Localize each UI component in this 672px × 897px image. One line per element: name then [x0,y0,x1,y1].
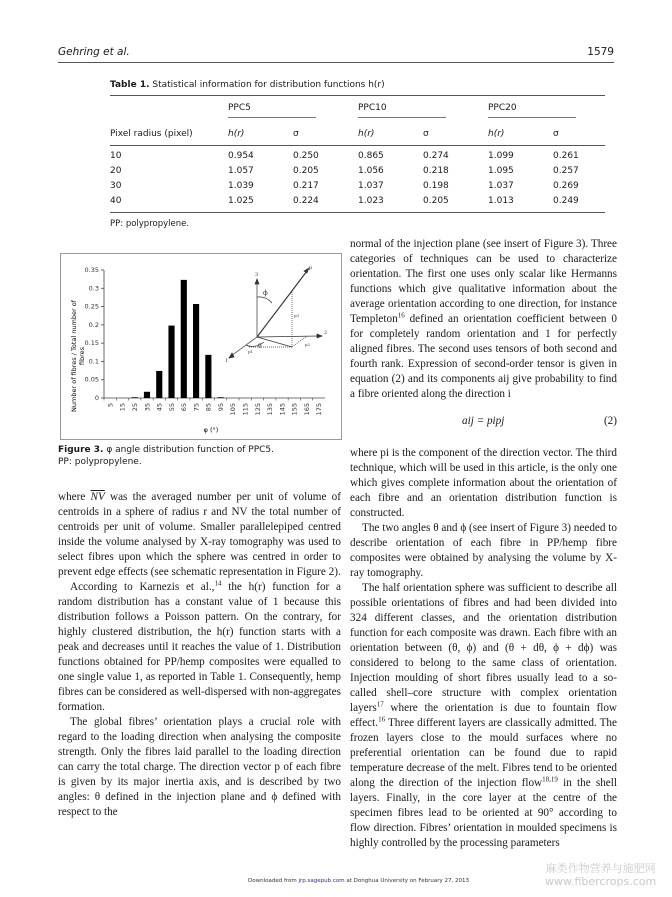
x-tick-label: 175 [315,403,324,416]
cell: 0.269 [553,181,579,191]
row-header: Pixel radius (pixel) [110,129,193,139]
cell: 0.205 [423,196,449,206]
table-row [110,149,605,164]
svg-text:0.35: 0.35 [84,266,99,274]
svg-text:0: 0 [94,394,99,402]
svg-text:0.25: 0.25 [84,302,99,311]
text-run: According to Karnezis et al., [70,581,215,593]
citation-ref: 14 [214,579,222,588]
right-column [350,237,617,851]
sub-header: h(r) [358,129,375,139]
text-run: normal of the injection plane (see insert of Figure 3). Three categories of techniques can be used to characterize orientation. The first one uses only scalar like Hermanns functions which give qualitative information about the average orientation according to one direction, for instance Templeton [350,238,617,325]
svg-text:0.05: 0.05 [84,375,99,384]
cell: 0.257 [553,166,579,176]
svg-text:0.15: 0.15 [84,339,99,348]
group-ppc5: PPC5 [228,103,251,113]
axis-3-label: 3 [255,272,259,278]
x-tick-label: 15 [118,403,127,412]
p2-label: p2 [305,342,311,347]
cell: 0.261 [553,151,579,161]
cell: 20 [110,166,122,176]
table-note: PP: polypropylene. [110,219,190,229]
sub-header: h(r) [488,129,505,139]
phi-angle-label: ϕ [263,289,268,297]
table-1 [110,80,605,229]
svg-text:0.1: 0.1 [88,357,99,366]
cell: 0.249 [553,196,579,206]
cell: 0.865 [358,151,384,161]
citation-ref: 17 [376,700,384,709]
bar-25 [132,397,138,398]
cell: 1.095 [488,166,514,176]
x-tick-label: 105 [229,403,238,416]
text-run: The half orientation sphere was sufficient to describe all possible orientations of fibres and had been divided into 324 different classes, and the orientation distribution function for each composite was drawn. Each fibre with an orientation between (θ, ϕ) and (θ + dθ, ϕ + dϕ) was considered to belong to the same class of orientation. Injection moulding of short fibres usually lead to a so-called shell–core structure with complex orientation layers [350,582,617,714]
y-axis-label-line2: fibres [78,346,86,366]
equation-number: (2) [603,415,617,427]
watermark-line1: 麻类作物营养与施肥网 [545,862,656,875]
paragraph: The global fibres’ orientation plays a crucial role with regard to the loading direction when analysing the composite strength. Only the fibres laid parallel to the loading direction can carry the total charge. The direction vector p of each fibre is given by its major inertia axis, and is described by two angles: θ defined in the injection plane and ϕ defined with respect to the [58,716,341,818]
x-tick-label: 25 [130,403,139,412]
cell: 0.274 [423,151,449,161]
citation-ref: 16 [378,715,386,724]
y-axis-label: Number of fibres / Total number of [70,300,78,412]
x-tick-label: 125 [253,403,262,416]
x-tick-label: 85 [204,403,213,412]
table-row [110,164,605,179]
table-row [110,179,605,194]
table-row [110,194,605,209]
table-sub-header [110,123,605,146]
figure-note: PP: polypropylene. [58,457,142,467]
figure-3-chart [60,253,342,440]
x-tick-label: 145 [278,403,287,416]
paragraph [350,581,617,851]
axis-2-label: 2 [324,330,328,336]
x-tick-label: 5 [106,403,115,408]
cell: 1.037 [358,181,384,191]
x-tick-label: 135 [266,403,275,416]
footer-link[interactable]: jrp.sagepub.com [298,878,345,884]
cell: 0.224 [293,196,319,206]
cell: 1.023 [358,196,384,206]
y-axis-ticks [85,266,104,402]
left-column [58,490,341,820]
watermark [545,862,656,888]
text-run: in the shell layers. Finally, in the core layer at the centre of the specimen fibres lead to be oriented at 90° according to flow direction. Fibres’ orientation in moulded specimens is highly controlled by the processing parameters [350,777,617,849]
running-head-author: Gehring et al. [58,46,130,58]
bar-35 [144,392,150,398]
cell: 1.025 [228,196,254,206]
footer-text: Downloaded from [248,878,299,884]
x-tick-label: 35 [143,403,152,412]
group-ppc10: PPC10 [358,103,387,113]
cell: 0.250 [293,151,319,161]
table-label: Table 1. [110,80,150,90]
text-run: where [58,491,91,503]
cell: 1.099 [488,151,514,161]
p3-label: p3 [294,313,300,318]
citation-ref: 18,19 [542,775,558,784]
cell: 10 [110,151,122,161]
text-run: Three different layers are classically admitted. The frozen layers close to the mould surfaces where no preferential orientation can be found due to rapid temperature decrease of the melt. Fibres tend to be oriented along the direction of the injection flow [350,717,617,789]
cell: 30 [110,181,122,191]
figure-caption [58,444,348,468]
p-vector-label: p [309,265,313,271]
cell: 1.056 [358,166,384,176]
axis-1-label: 1 [225,358,229,364]
paragraph [58,490,341,580]
x-tick-label: 115 [241,403,250,416]
text-run: was the averaged number per unit of volume of centroids in a sphere of radius r and NV the total number of centroids per unit of volume. Smaller parallelepiped centred inside the volume analysed by X-ray tomography was used to select fibres upon which the sphere was centred in order to prevent edge effects (see schematic representation in Figure 2). [58,491,341,578]
nv-bar-symbol: $\overline{NV}$ [90,491,105,503]
running-head [58,44,614,63]
bar-chart [61,254,341,439]
group-ppc20: PPC20 [488,103,517,113]
figure-label: Figure 3. [58,445,104,455]
figure-caption-text: φ angle distribution function of PPC5. [106,445,274,455]
sub-header: σ [423,129,429,139]
svg-text:0.2: 0.2 [88,320,99,329]
cell: 1.039 [228,181,254,191]
bar-55 [168,326,174,398]
bar-85 [205,355,211,398]
sub-header: h(r) [228,129,245,139]
orientation-inset-diagram [225,265,327,364]
x-tick-label: 75 [192,403,201,412]
watermark-line2: www.fibercrops.com [545,875,657,888]
x-axis-ticks [104,398,323,415]
page-number: 1579 [587,46,614,58]
p1-label: p1 [248,349,254,354]
x-tick-label: 165 [302,403,311,416]
x-tick-label: 95 [216,403,225,412]
download-footer [248,878,469,884]
theta-angle-label: θ [258,343,262,350]
cell: 0.218 [423,166,449,176]
bar-95 [218,397,224,398]
cell: 0.217 [293,181,319,191]
svg-text:0.3: 0.3 [88,284,99,293]
cell: 1.013 [488,196,514,206]
text-run: the h(r) function for a random distribution has a constant value of 1 because this distribution follows a Poisson pattern. On the contrary, for highly clustered distribution, the h(r) function starts with a peak and decreases until it reaches the value of 1. Distribution functions obtained for PP/hemp composites were equalled to one single value 1, as reported in Table 1. Consequently, hemp fibres can be considered as well-dispersed with non-aggregates formation. [58,581,342,713]
text-run: where the orientation is due to fountain flow effect. [350,702,617,729]
cell: 1.057 [228,166,254,176]
x-tick-label: 65 [180,403,189,412]
paragraph [350,237,617,402]
cell: 0.954 [228,151,254,161]
text-run: defined an orientation coefficient between 0 for completely random orientation and 1 for perfectly aligned fibres. The second uses tensors of both second and fourth rank. Expression of second-order tensor is given in equation (2) and its components aij give probability to find a fibre oriented along the direction i [350,313,617,400]
citation-ref: 16 [397,311,405,320]
x-tick-label: 45 [155,403,164,412]
equation-expression: aij = pipj [462,415,505,427]
table-title: Statistical information for distribution functions h(r) [152,80,385,90]
cell: 0.205 [293,166,319,176]
table-caption [110,80,605,90]
footer-text: at Donghua University on February 27, 2013 [344,878,470,884]
x-tick-label: 55 [167,403,176,412]
paragraph: The two angles θ and ϕ (see insert of Figure 3) needed to describe orientation of each fibre in PP/hemp fibre composites were obtained by analysing the volume by X-ray tomography. [350,522,617,579]
cell: 0.198 [423,181,449,191]
bar-75 [193,304,199,398]
sub-header: σ [553,129,559,139]
sub-header: σ [293,129,299,139]
x-tick-label: 155 [290,403,299,416]
bars [132,280,224,398]
table-body [110,146,605,213]
paragraph [58,580,341,715]
cell: 1.037 [488,181,514,191]
bar-45 [156,371,162,398]
cell: 40 [110,196,122,206]
paragraph: where pi is the component of the direction vector. The third technique, which will be used in this article, is the only one which gives complete information about the orientation of each fibre and an orientation distribution function is constructed. [350,447,617,519]
table-group-header [110,96,605,123]
equation-2 [350,410,617,436]
bar-65 [181,280,187,398]
x-axis-label: φ (°) [203,426,219,434]
